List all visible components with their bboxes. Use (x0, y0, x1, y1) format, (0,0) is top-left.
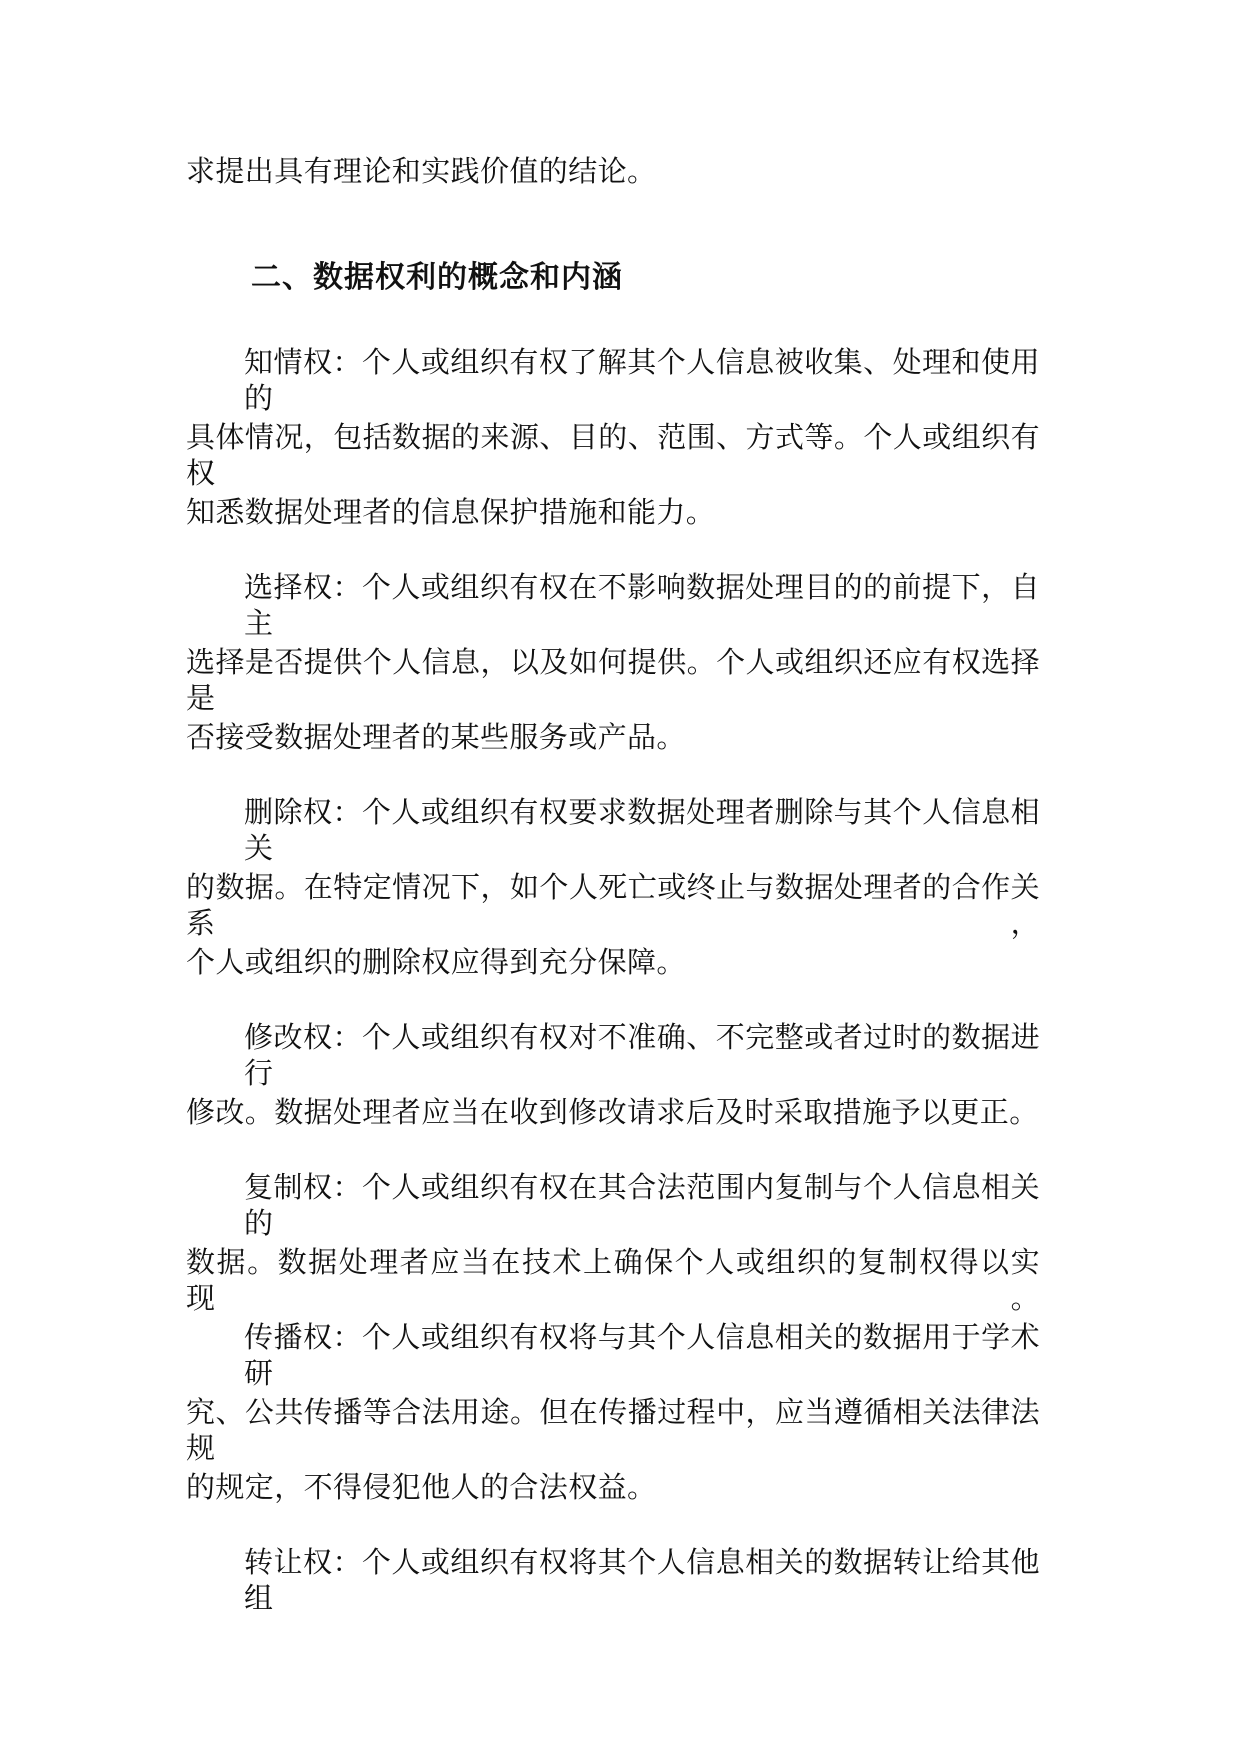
paragraph-line: 知情权：个人或组织有权了解其个人信息被收集、处理和使用的 (244, 345, 1040, 415)
paragraph-line: 否接受数据处理者的某些服务或产品。 (186, 720, 686, 754)
section-heading: 二、数据权利的概念和内涵 (251, 260, 623, 295)
paragraph-line: 删除权：个人或组织有权要求数据处理者删除与其个人信息相关 (244, 795, 1040, 865)
intro-tail-line: 求提出具有理论和实践价值的结论。 (186, 154, 657, 188)
paragraph-line: 复制权：个人或组织有权在其合法范围内复制与个人信息相关的 (244, 1170, 1040, 1240)
paragraph-line: 具体情况，包括数据的来源、目的、范围、方式等。个人或组织有权 (186, 420, 1040, 490)
paragraph-line: 转让权：个人或组织有权将其个人信息相关的数据转让给其他组 (244, 1545, 1040, 1615)
paragraph-line: 的规定，不得侵犯他人的合法权益。 (186, 1470, 657, 1504)
paragraph-line: 选择权：个人或组织有权在不影响数据处理目的的前提下，自主 (244, 570, 1040, 640)
paragraph-line: 数据。数据处理者应当在技术上确保个人或组织的复制权得以实现。 (186, 1245, 1040, 1315)
paragraph-line: 修改权：个人或组织有权对不准确、不完整或者过时的数据进行 (244, 1020, 1040, 1090)
paragraph-line: 修改。数据处理者应当在收到修改请求后及时采取措施予以更正。 (186, 1095, 1039, 1129)
paragraph-line: 传播权：个人或组织有权将与其个人信息相关的数据用于学术研 (244, 1320, 1040, 1390)
paragraph-line: 知悉数据处理者的信息保护措施和能力。 (186, 495, 716, 529)
paragraph-line: 选择是否提供个人信息，以及如何提供。个人或组织还应有权选择是 (186, 645, 1040, 715)
paragraph-line: 的数据。在特定情况下，如个人死亡或终止与数据处理者的合作关系， (186, 870, 1040, 940)
paragraph-line: 个人或组织的删除权应得到充分保障。 (186, 945, 686, 979)
paragraph-line: 究、公共传播等合法用途。但在传播过程中，应当遵循相关法律法规 (186, 1395, 1040, 1465)
